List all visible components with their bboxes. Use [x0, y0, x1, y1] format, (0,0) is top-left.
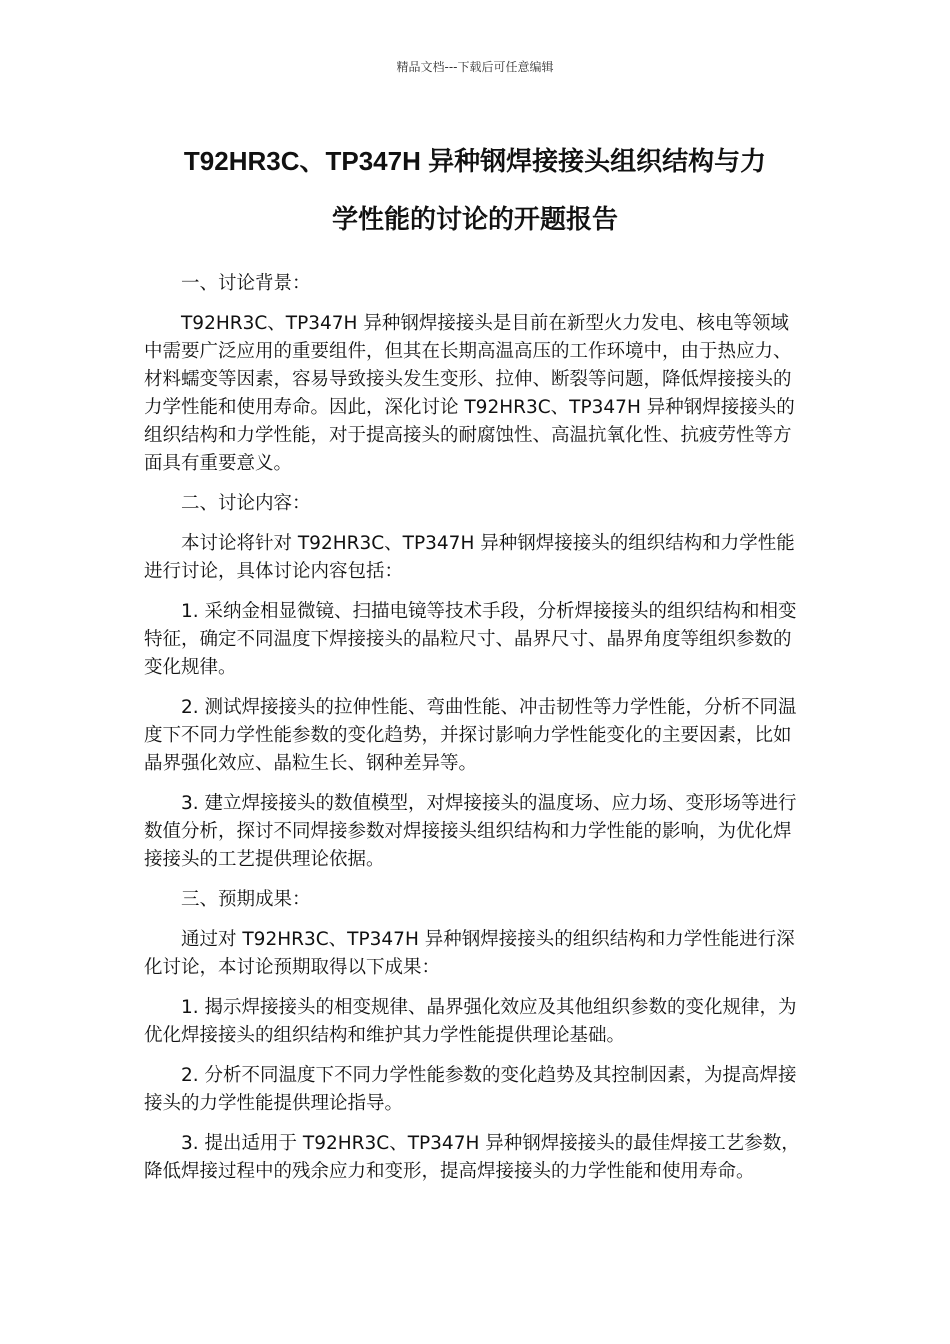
section-heading-background: 一、讨论背景： [181, 273, 311, 294]
title-line-2: 学性能的讨论的开题报告 [331, 204, 618, 234]
section-heading-results: 三、预期成果： [181, 889, 311, 910]
document-title [120, 132, 830, 248]
page-header: 精品文档---下载后可任意编辑 [396, 60, 554, 74]
result-item-3: 3. 提出适用于 T92HR3C、TP347H 异种钢焊接接头的最佳焊接工艺参数，降低焊接过程中的残余应力和变形，提高焊接接头的力学性能和使用寿命。 [144, 1133, 800, 1182]
result-item-1: 1. 揭示焊接接头的相变规律、晶界强化效应及其他组织参数的变化规律，为优化焊接接头的组织结构和维护其力学性能提供理论基础。 [144, 997, 797, 1046]
title-line-1: T92HR3C、TP347H 异种钢焊接接头组织结构与力 [183, 146, 767, 176]
result-item-2: 2. 分析不同温度下不同力学性能参数的变化趋势及其控制因素，为提高焊接接头的力学性能提供理论指导。 [144, 1065, 797, 1114]
paragraph-results-intro: 通过对 T92HR3C、TP347H 异种钢焊接接头的组织结构和力学性能进行深化讨论，本讨论预期取得以下成果： [144, 929, 795, 978]
document-body [144, 270, 806, 1198]
content-item-3: 3. 建立焊接接头的数值模型，对焊接接头的温度场、应力场、变形场等进行数值分析，探讨不同焊接参数对焊接接头组织结构和力学性能的影响，为优化焊接接头的工艺提供理论依据。 [144, 793, 797, 870]
section-heading-content: 二、讨论内容： [181, 493, 311, 514]
paragraph-content-intro: 本讨论将针对 T92HR3C、TP347H 异种钢焊接接头的组织结构和力学性能进行讨论，具体讨论内容包括： [144, 533, 795, 582]
paragraph-background: T92HR3C、TP347H 异种钢焊接接头是目前在新型火力发电、核电等领域中需要广泛应用的重要组件，但其在长期高温高压的工作环境中，由于热应力、材料蠕变等因素，容易导致接头发生变形、拉伸、断裂等问题，降低焊接接头的力学性能和使用寿命。因此，深化讨论 T92HR3C、TP347H 异种钢焊接接头的组织结构和力学性能，对于提高接头的耐腐蚀性、高温抗氧化性、抗疲劳性等方面具有重要意义。 [144, 313, 795, 474]
content-item-2: 2. 测试焊接接头的拉伸性能、弯曲性能、冲击韧性等力学性能，分析不同温度下不同力学性能参数的变化趋势，并探讨影响力学性能变化的主要因素，比如晶界强化效应、晶粒生长、钢种差异等。 [144, 697, 797, 774]
content-item-1: 1. 采纳金相显微镜、扫描电镜等技术手段，分析焊接接头的组织结构和相变特征，确定不同温度下焊接接头的晶粒尺寸、晶界尺寸、晶界角度等组织参数的变化规律。 [144, 601, 797, 678]
